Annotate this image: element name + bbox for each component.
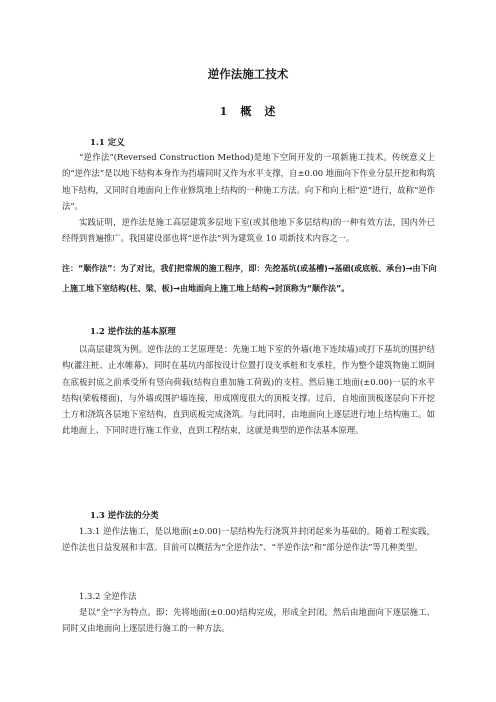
section-heading-1-3: 1.3 逆作法的分类: [90, 511, 159, 521]
document-title: 逆作法施工技术: [207, 67, 289, 81]
subsection-heading-1-3-2: 1.3.2 全逆作法: [79, 591, 137, 601]
section-heading-1-2: 1.2 逆作法的基本原理: [90, 327, 176, 337]
paragraph-1-2-principle: 以高层建筑为例。逆作法的工艺原理是：先施工地下室的外墙(地下连续墙)或打下基坑的围护结构(灌注桩、止水帷幕)，同时在基坑内部按设计位置打设支承桩和支承柱，作为整个建筑物施工期间在底板封底之前承受所有竖向荷载(结构自重加施工荷载)的支柱。然后施工地面(±0.00)一层的水平结构(梁板楼面)，与外墙或围护墙连接，形成刚度很大的顶板支撑。过后，自地面顶板逐层向下开挖土方和浇筑各层地下室结构，直到底板完成浇筑。与此同时，由地面向上逐层进行地上结构施工。如此地面上、下同时进行施工作业，直到工程结束，这就是典型的逆作法基本原理。: [62, 344, 435, 436]
note-sequential-method: 注：“顺作法”：为了对比，我们把常规的施工程序，即：先挖基坑(或基槽)→基础(或底板、承台)→由下向上施工地下室结构(柱、梁、板)→由地面向上施工地上结构→封顶称为“顺作法”。: [62, 264, 437, 293]
paragraph-1-3-2-full-reverse: 是以“全”字为特点。即：先将地面(±0.00)结构完成，形成全封闭。然后由地面向下逐层施工、同时又由地面向上逐层进行施工的一种方法。: [62, 607, 435, 634]
chapter-heading: 1 概 述: [219, 105, 277, 118]
paragraph-1-1-definition: “逆作法”(Reversed Construction Method)是地下空间开发的一项新施工技术。传统意义上的“逆作法”是以地下结构本身作为挡墙同时又作为水平支撑，自±0.00 地面向下作业分层开挖和构筑地下结构，又同时自地面向上作业修筑地上结构的一种施工方法。向下和向上相“逆”进行，故称“逆作法”。: [62, 152, 435, 211]
paragraph-1-1-practice: 实践证明，逆作法是施工高层建筑多层地下室(或其他地下多层结构)的一种有效方法，国内外已经得到普遍推广。我国建设部也将“逆作法”列为建筑业 10 项新技术内容之一。: [62, 217, 435, 244]
paragraph-1-3-classification: 1.3.1 逆作法施工，是以地面(±0.00)一层结构先行浇筑并封闭起来为基础的。随着工程实践，逆作法也日益发展和丰富。目前可以概括为“全逆作法”、“半逆作法”和“部分逆作法”等几种类型。: [62, 526, 435, 553]
section-heading-1-1: 1.1 定义: [90, 138, 125, 148]
